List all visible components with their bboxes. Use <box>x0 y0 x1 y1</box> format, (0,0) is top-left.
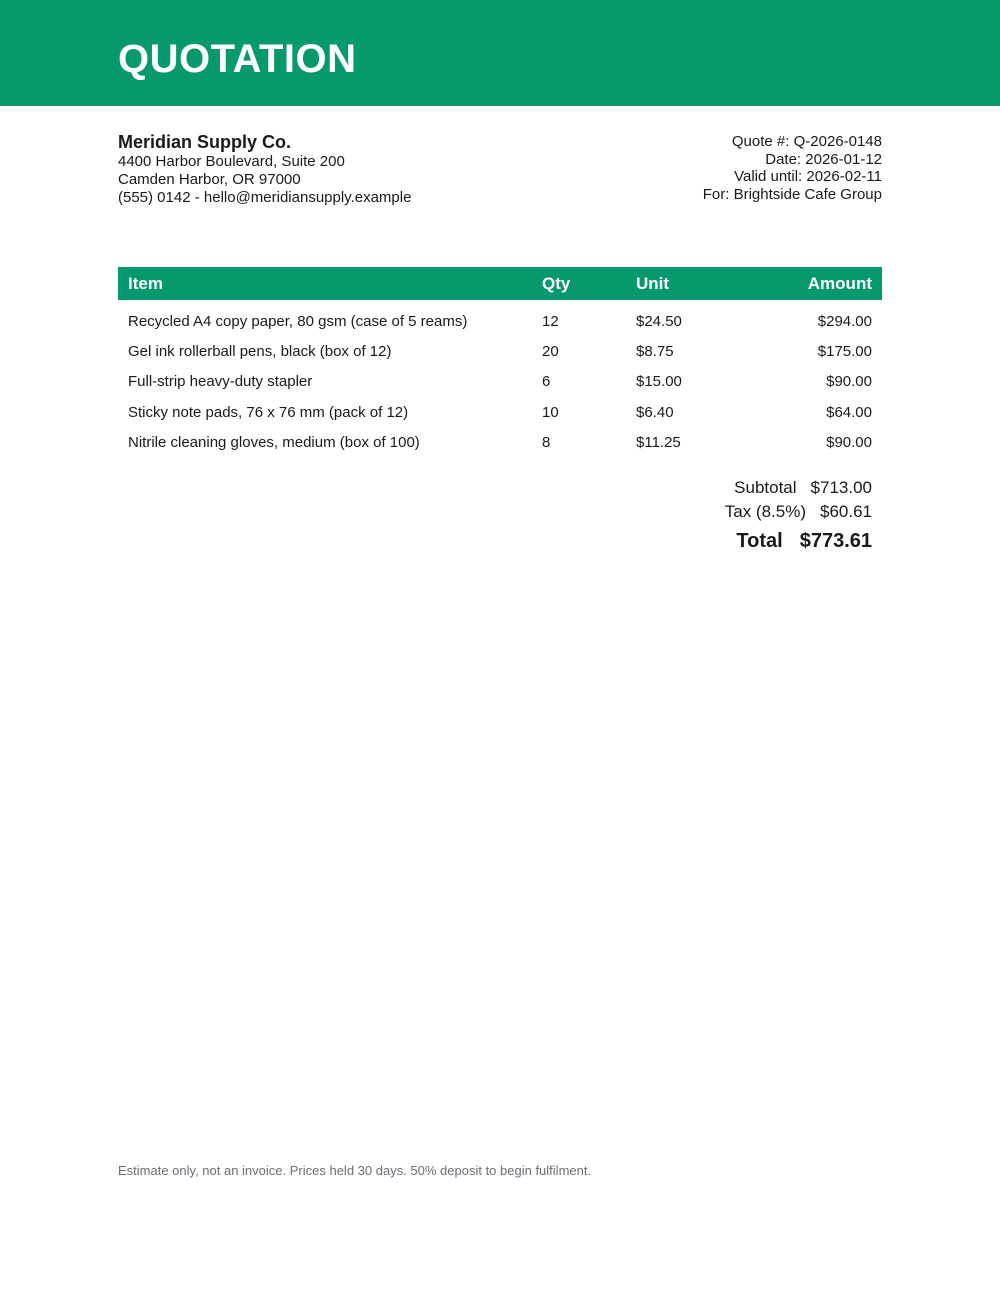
cell-qty: 10 <box>542 403 559 421</box>
total-value: $773.61 <box>799 530 872 552</box>
cell-amount: $294.00 <box>817 312 872 330</box>
line-items-table <box>118 267 882 457</box>
quote-valid-until: Valid until: 2026-02-11 <box>734 168 882 186</box>
column-header-item: Item <box>128 273 163 293</box>
cell-amount: $175.00 <box>817 342 872 360</box>
cell-unit: $15.00 <box>636 373 682 391</box>
subtotal-value: $713.00 <box>810 478 872 497</box>
cell-amount: $90.00 <box>826 433 872 451</box>
seller-address-line1: 4400 Harbor Boulevard, Suite 200 <box>118 153 345 170</box>
table-row <box>118 427 882 457</box>
cell-item: Sticky note pads, 76 x 76 mm (pack of 12) <box>128 403 409 421</box>
table-row <box>118 397 882 427</box>
quote-recipient: For: Brightside Cafe Group <box>702 186 882 204</box>
cell-item: Full-strip heavy-duty stapler <box>128 373 313 391</box>
cell-qty: 12 <box>542 312 559 330</box>
document-title: QUOTATION <box>118 37 357 81</box>
total-label: Total <box>736 530 783 552</box>
seller-contact: (555) 0142 - hello@meridiansupply.example <box>118 189 412 206</box>
quote-number: Quote #: Q-2026-0148 <box>731 133 882 150</box>
cell-unit: $8.75 <box>636 342 674 360</box>
seller-block <box>118 131 538 207</box>
tax-label: Tax (8.5%) <box>724 502 806 521</box>
cell-amount: $90.00 <box>826 373 872 391</box>
quote-meta-block <box>522 133 882 204</box>
subtotal-line <box>552 476 872 500</box>
column-header-amount: Amount <box>807 273 872 293</box>
footer-note: Estimate only, not an invoice. Prices held 30 days. 50% deposit to begin fulfilment. <box>118 1163 592 1178</box>
seller-address-line2: Camden Harbor, OR 97000 <box>118 171 301 188</box>
table-row <box>118 367 882 397</box>
table-body <box>118 300 882 457</box>
table-row <box>118 336 882 366</box>
cell-item: Nitrile cleaning gloves, medium (box of 100) <box>128 433 420 451</box>
cell-unit: $6.40 <box>636 403 674 421</box>
cell-item: Recycled A4 copy paper, 80 gsm (case of 5 reams) <box>128 312 468 330</box>
subtotal-label: Subtotal <box>734 478 797 497</box>
column-header-qty: Qty <box>542 273 571 293</box>
table-header-row <box>118 267 882 300</box>
column-header-unit: Unit <box>636 273 670 293</box>
tax-value: $60.61 <box>820 502 872 521</box>
cell-qty: 20 <box>542 342 559 360</box>
cell-unit: $11.25 <box>636 433 681 451</box>
totals-block <box>552 476 872 556</box>
cell-qty: 6 <box>542 373 551 391</box>
cell-unit: $24.50 <box>636 312 682 330</box>
header-banner <box>0 0 1000 106</box>
seller-name: Meridian Supply Co. <box>118 132 292 152</box>
table-row <box>118 306 882 336</box>
cell-qty: 8 <box>542 433 551 451</box>
cell-item: Gel ink rollerball pens, black (box of 12) <box>128 342 392 360</box>
tax-line <box>552 500 872 524</box>
total-line <box>552 526 872 556</box>
quote-date: Date: 2026-01-12 <box>765 150 882 168</box>
cell-amount: $64.00 <box>826 403 872 421</box>
